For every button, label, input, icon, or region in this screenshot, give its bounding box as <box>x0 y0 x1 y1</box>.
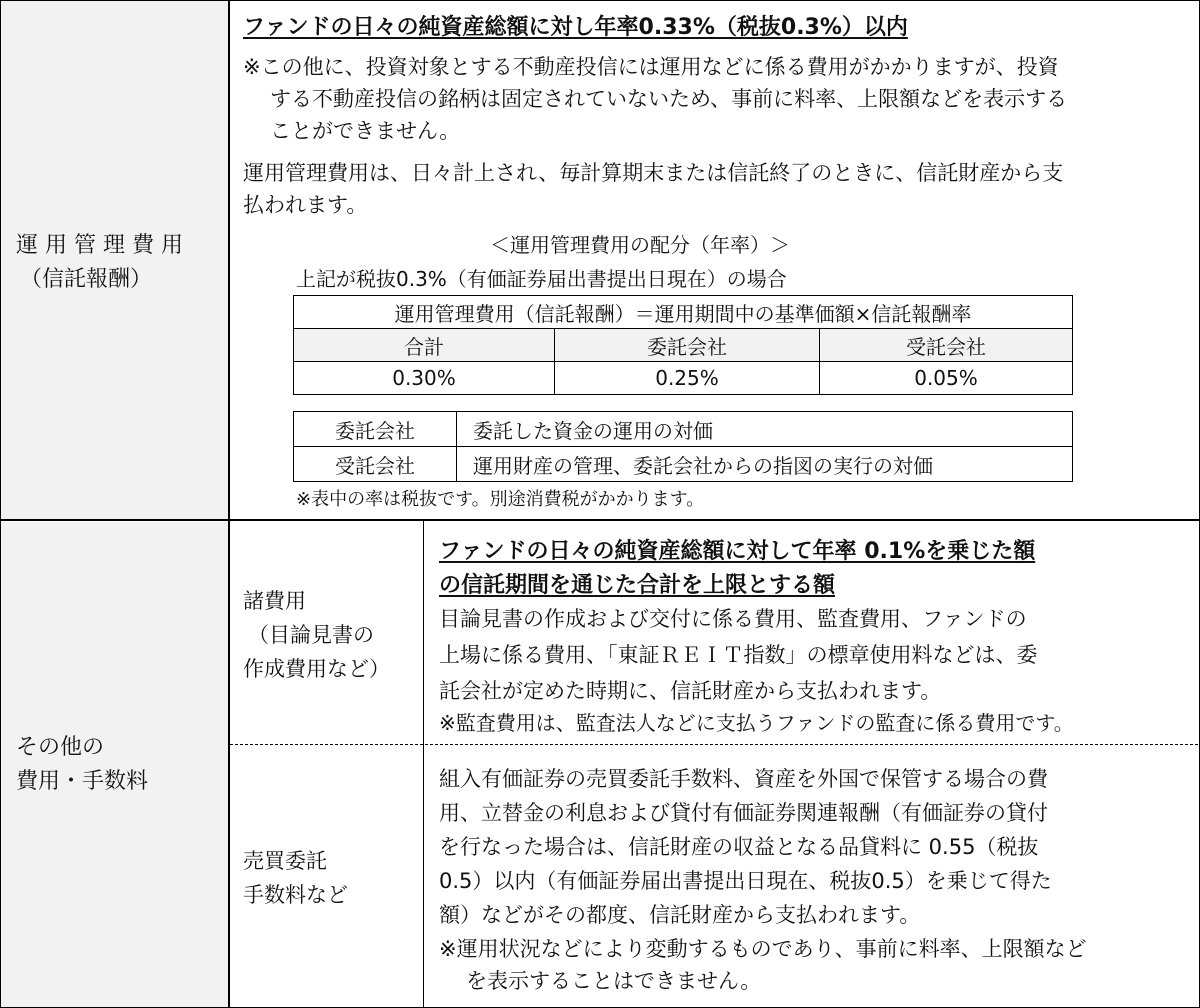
label-management-fee: 運用管理費用 <box>16 233 191 258</box>
role-desc: 委託した資金の運用の対価 <box>457 412 1073 447</box>
sub-label-expenses-1: 諸費用 <box>243 589 306 613</box>
allocation-caption: 上記が税抜0.3%（有価証券届出書提出日現在）の場合 <box>296 267 787 291</box>
row-divider <box>0 519 1200 521</box>
expenses-body-line3: 託会社が定めた時期に、信託財産から支払われます。 <box>439 679 942 703</box>
formula-cell: 運用管理費用（信託報酬）＝運用期間中の基準価額×信託報酬率 <box>294 296 1073 329</box>
commission-note-line1: ※運用状況などにより変動するものであり、事前に料率、上限額など <box>439 937 1087 961</box>
management-fee-heading: ファンドの日々の純資産総額に対し年率0.33%（税抜0.3%）以内 <box>243 15 908 40</box>
sub-label-expenses-3: 作成費用など） <box>243 657 390 681</box>
accrual-text-line1: 運用管理費用は、日々計上され、毎計算期末または信託終了のときに、信託財産から支 <box>243 161 1064 185</box>
commission-body-line2: 用、立替金の利息および貸付有価証券関連報酬（有価証券の貸付 <box>439 801 1048 825</box>
value-trustee: 0.05% <box>820 362 1073 395</box>
role-table <box>293 411 1073 482</box>
role-desc: 運用財産の管理、委託会社からの指図の実行の対価 <box>457 447 1073 482</box>
commission-body-line4: 0.5）以内（有価証券届出書提出日現在、税抜0.5）を乗じて得た <box>439 869 1052 893</box>
sub-column-divider <box>423 521 424 1008</box>
reit-fee-note-line1: ※この他に、投資対象とする不動産投信には運用などに係る費用がかかりますが、投資 <box>243 55 1059 79</box>
expenses-heading-line2: の信託期間を通じた合計を上限とする額 <box>439 573 836 598</box>
expenses-body-line1: 目論見書の作成および交付に係る費用、監査費用、ファンドの <box>439 607 1027 631</box>
accrual-text-line2: 払われます。 <box>243 193 368 217</box>
allocation-title: ＜運用管理費用の配分（年率）＞ <box>490 233 790 257</box>
audit-fee-note: ※監査費用は、監査法人などに支払うファンドの監査に係る費用です。 <box>439 711 1074 735</box>
label-other: その他の <box>16 735 105 760</box>
value-trustor: 0.25% <box>555 362 820 395</box>
sub-label-commission-2: 手数料など <box>243 883 348 907</box>
commission-note-line2: を表示することはできません。 <box>466 969 762 993</box>
label-other-fees: 費用・手数料 <box>16 769 149 794</box>
fee-allocation-table <box>293 295 1073 395</box>
column-divider <box>228 0 230 1008</box>
value-total: 0.30% <box>294 362 555 395</box>
tax-note: ※表中の率は税抜です。別途消費税がかかります。 <box>296 489 705 510</box>
role-party: 委託会社 <box>294 412 457 447</box>
sub-row-divider <box>230 744 1198 745</box>
header-total: 合計 <box>294 329 555 362</box>
reit-fee-note-line2: する不動産投信の銘柄は固定されていないため、事前に料率、上限額などを表示する <box>270 87 1068 111</box>
table-row <box>294 447 1073 482</box>
header-trustor: 委託会社 <box>555 329 820 362</box>
label-trust-fee: （信託報酬） <box>20 267 153 292</box>
sub-label-commission-1: 売買委託 <box>243 849 327 873</box>
header-trustee: 受託会社 <box>820 329 1073 362</box>
commission-body-line1: 組入有価証券の売買委託手数料、資産を外国で保管する場合の費 <box>439 767 1048 791</box>
commission-body-line5: 額）などがその都度、信託財産から支払われます。 <box>439 903 921 927</box>
expenses-heading-line1: ファンドの日々の純資産総額に対して年率 0.1%を乗じた額 <box>439 539 1036 564</box>
table-row <box>294 412 1073 447</box>
reit-fee-note-line3: ことができません。 <box>270 119 461 143</box>
commission-body-line3: を行なった場合は、信託財産の収益となる品貸料に 0.55（税抜 <box>439 835 1039 859</box>
role-party: 受託会社 <box>294 447 457 482</box>
sub-label-expenses-2: （目論見書の <box>248 623 374 647</box>
expenses-body-line2: 上場に係る費用、「東証ＲＥＩＴ指数」の標章使用料などは、委 <box>439 643 1038 667</box>
